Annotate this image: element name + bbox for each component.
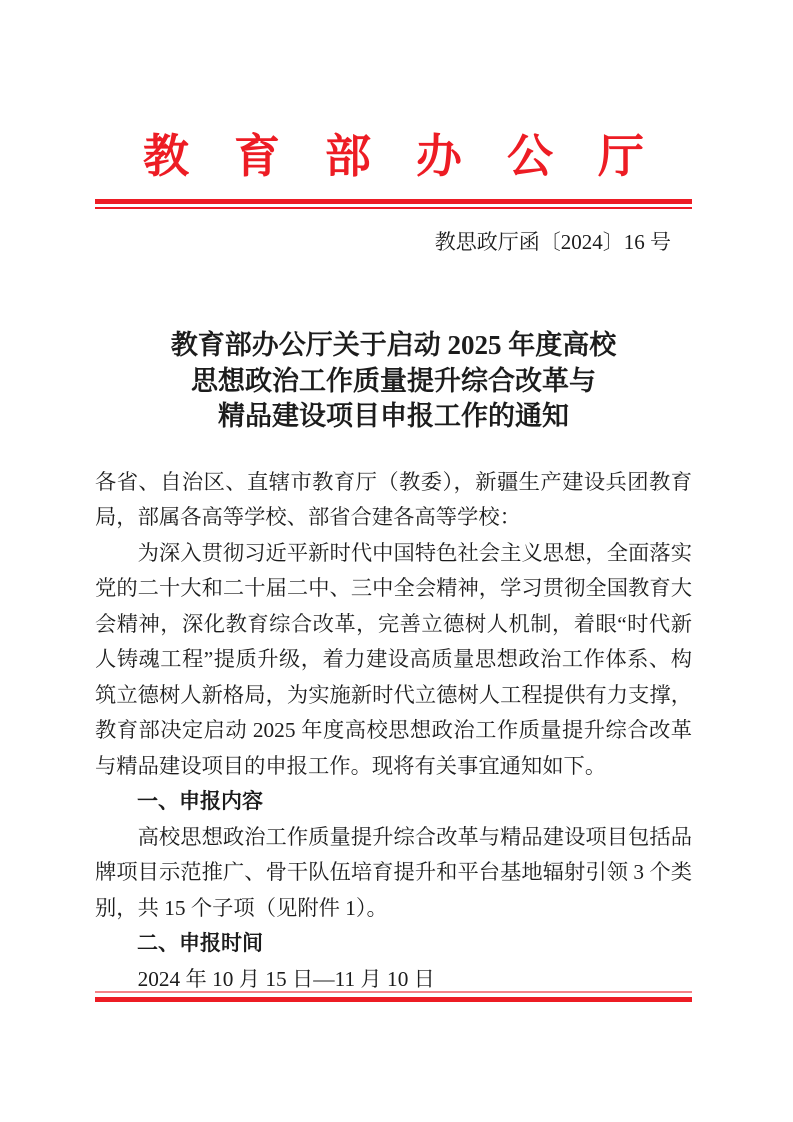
letterhead-rule-thin xyxy=(95,207,692,209)
section-1-heading: 一、申报内容 xyxy=(137,790,263,813)
notice-title-line-3: 精品建设项目申报工作的通知 xyxy=(218,401,569,431)
notice-title-line-2: 思想政治工作质量提升综合改革与 xyxy=(191,365,596,396)
letterhead-rule xyxy=(95,199,692,209)
section-2-heading: 二、申报时间 xyxy=(137,932,263,955)
notice-title-line-1: 教育部办公厅关于启动 2025 年度高校 xyxy=(170,330,617,360)
section-1-paragraph: 高校思想政治工作质量提升综合改革与精品建设项目包括品牌项目示范推广、骨干队伍培育提升和平台基地辐射引领 3 个类别，共 15 个子项（见附件 1）。 xyxy=(95,824,692,920)
notice-body xyxy=(95,465,692,998)
footer-rule-thick xyxy=(95,997,692,1002)
letterhead-title: 教育部办公厅 xyxy=(143,131,689,182)
letterhead-rule-thick xyxy=(95,199,692,204)
notice-title xyxy=(95,328,692,435)
document-number: 教思政厅函〔2024〕16 号 xyxy=(434,230,671,254)
page-content xyxy=(0,128,793,997)
salutation-paragraph: 各省、自治区、直辖市教育厅（教委），新疆生产建设兵团教育局，部属各高等学校、部省合建各高等学校： xyxy=(95,469,692,529)
section-2-paragraph: 2024 年 10 月 15 日—11 月 10 日 xyxy=(137,966,435,991)
footer-rule xyxy=(95,991,692,1002)
intro-paragraph: 为深入贯彻习近平新时代中国特色社会主义思想，全面落实党的二十大和二十届二中、三中全会精神，学习贯彻全国教育大会精神，深化教育综合改革，完善立德树人机制，着眼“时代新人铸魂工程”提质升级，着力建设高质量思想政治工作体系、构筑立德树人新格局，为实施新时代立德树人工程提供有力支撑，教育部决定启动 2025 年度高校思想政治工作质量提升综合改革与精品建设项目的申报工作。现将有关事宜通知如下。 xyxy=(95,540,692,778)
footer-rule-thin xyxy=(95,991,692,993)
